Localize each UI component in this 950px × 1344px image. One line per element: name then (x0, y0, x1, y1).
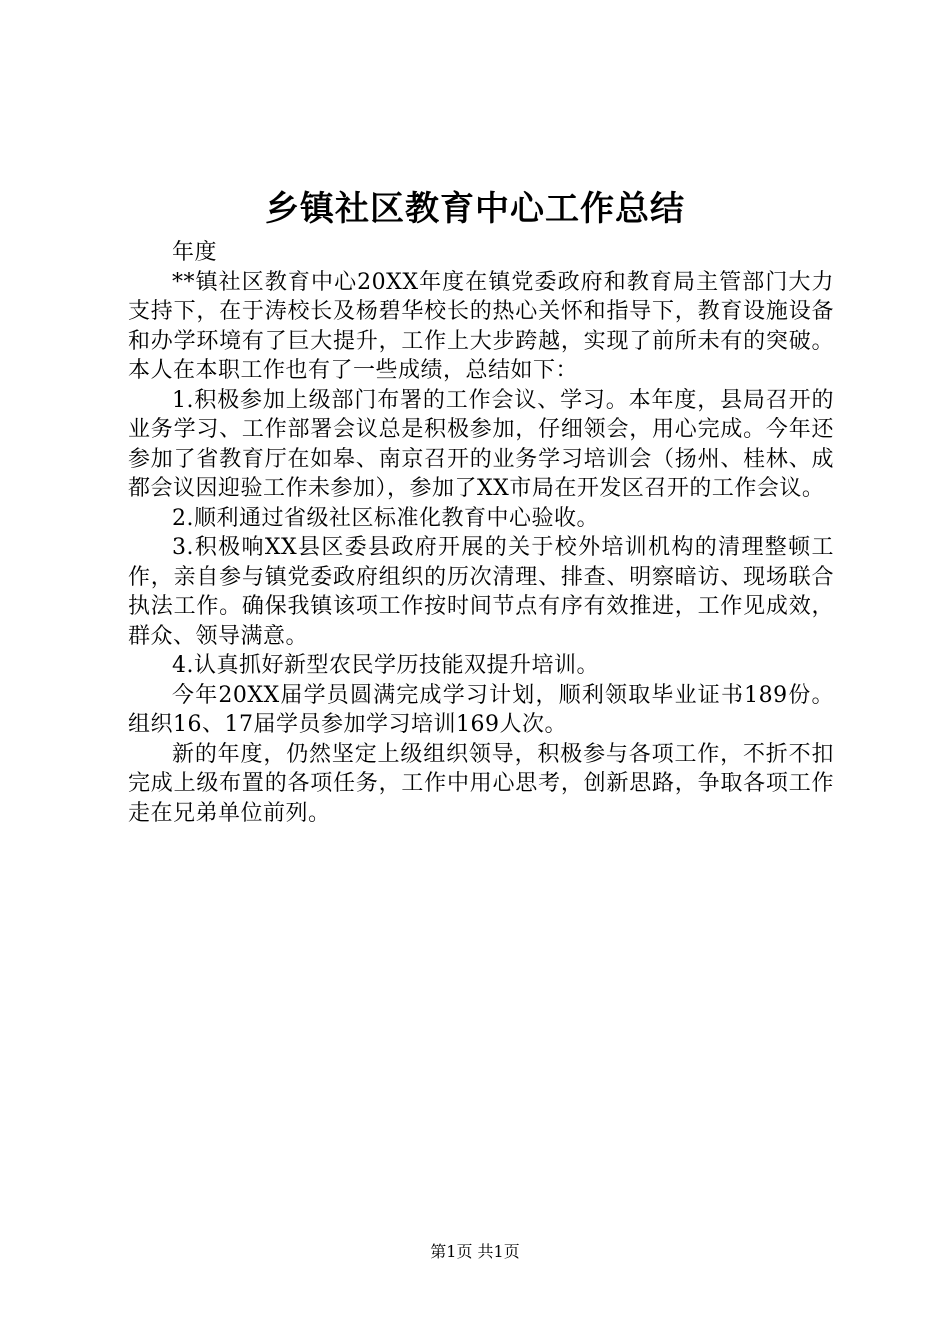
document-title: 乡镇社区教育中心工作总结 (265, 189, 685, 229)
paragraph-item-1: 1.积极参加上级部门布署的工作会议、学习。本年度，县局召开的业务学习、工作部署会议总是积极参加，仔细领会，用心完成。今年还参加了省教育厅在如皋、南京召开的业务学习培训会（扬州、桂林、成都会议因迎验工作未参加），参加了XX市局在开发区召开的工作会议。 (128, 387, 834, 501)
paragraph-intro: **镇社区教育中心20XX年度在镇党委政府和教育局主管部门大力支持下，在于涛校长及杨碧华校长的热心关怀和指导下，教育设施设备和办学环境有了巨大提升，工作上大步跨越，实现了前所未有的突破。本人在本职工作也有了一些成绩，总结如下： (128, 269, 834, 383)
paragraph-conclusion: 新的年度，仍然坚定上级组织领导，积极参与各项工作，不折不扣完成上级布置的各项任务，工作中用心思考，创新思路，争取各项工作走在兄弟单位前列。 (128, 741, 834, 826)
document-body (128, 238, 834, 828)
paragraph-year: 年度 (172, 240, 218, 265)
paragraph-item-3: 3.积极响XX县区委县政府开展的关于校外培训机构的清理整顿工作，亲自参与镇党委政府组织的历次清理、排查、明察暗访、现场联合执法工作。确保我镇该项工作按时间节点有序有效推进，工作见成效，群众、领导满意。 (128, 535, 834, 649)
page-footer: 第1页 共1页 (430, 1242, 520, 1261)
paragraph-item-4: 4.认真抓好新型农民学历技能双提升培训。 (172, 653, 599, 678)
paragraph-training-results: 今年20XX届学员圆满完成学习计划，顺利领取毕业证书189份。组织16、17届学员参加学习培训169人次。 (128, 682, 834, 737)
paragraph-item-2: 2.顺利通过省级社区标准化教育中心验收。 (172, 505, 599, 531)
